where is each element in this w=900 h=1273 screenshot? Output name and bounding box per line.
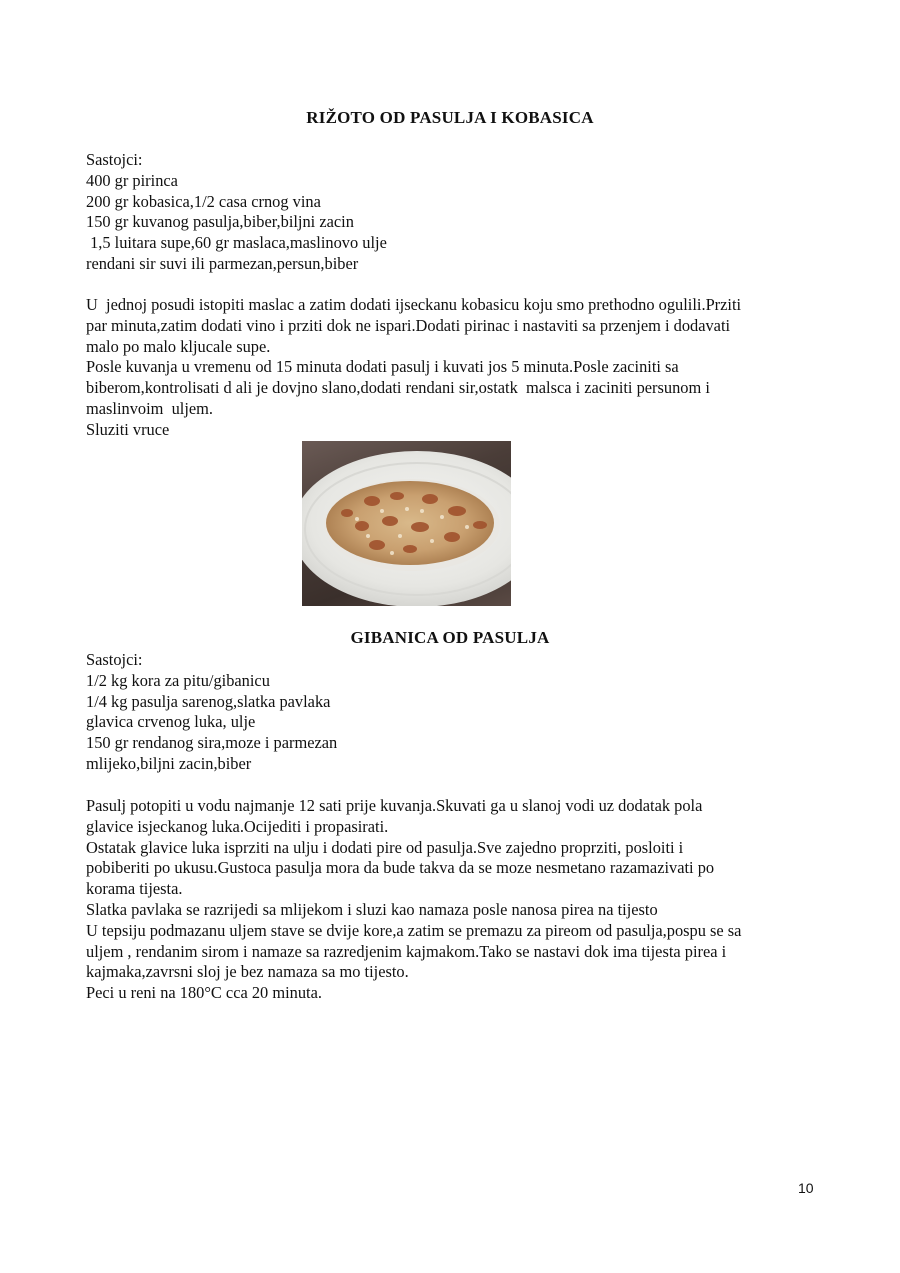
preparation-text-risotto <box>86 295 826 441</box>
ingredient-line: 150 gr rendanog sira,moze i parmezan <box>86 733 338 753</box>
ingredient-line: mlijeko,biljni zacin,biber <box>86 753 252 773</box>
ingredient-line: 150 gr kuvanog pasulja,biber,biljni zacin <box>86 212 354 232</box>
ingredient-line: 400 gr pirinca <box>86 170 178 190</box>
preparation-line: U tepsiju podmazanu uljem stave se dvije kore,a zatim se premazu za pireom od pasulja,pospu se sa <box>86 920 742 940</box>
ingredient-line: rendani sir suvi ili parmezan,persun,biber <box>86 253 359 273</box>
ingredient-line: 200 gr kobasica,1/2 casa crnog vina <box>86 191 321 211</box>
preparation-line: U jednoj posudi istopiti maslac a zatim dodati ijseckanu kobasicu koju smo prethodno ogulili.Prziti <box>86 295 742 314</box>
ingredient-line: glavica crvenog luka, ulje <box>86 712 256 732</box>
preparation-line: korama tijesta. <box>86 879 183 899</box>
recipe-title-gibanica: GIBANICA OD PASULJA <box>350 628 550 647</box>
recipe-title-risotto: RIŽOTO OD PASULJA I KOBASICA <box>306 108 594 127</box>
ingredient-line: 1,5 luitara supe,60 gr maslaca,maslinovo ulje <box>86 233 387 253</box>
preparation-line: maslinvoim uljem. <box>86 398 214 418</box>
ingredient-line: Sastojci: <box>86 650 143 669</box>
preparation-line: Slatka pavlaka se razrijedi sa mlijekom i sluzi kao namaza posle nanosa pirea na tijesto <box>86 899 658 919</box>
preparation-line: malo po malo kljucale supe. <box>86 336 271 356</box>
preparation-line: biberom,kontrolisati d ali je dovjno slano,dodati rendani sir,ostatk malsca i zaciniti persunom i <box>86 378 710 398</box>
page-number: 10 <box>798 1180 814 1196</box>
risotto-photo <box>302 441 511 606</box>
ingredient-line: 1/4 kg pasulja sarenog,slatka pavlaka <box>86 691 331 711</box>
ingredients-list-risotto <box>86 150 826 275</box>
preparation-line: uljem , rendanim sirom i namaze sa razredjenim kajmakom.Tako se nastavi dok ima tijesta pirea i <box>86 941 727 961</box>
ingredient-line: Sastojci: <box>86 150 143 169</box>
preparation-line: kajmaka,zavrsni sloj je bez namaza sa mo tijesto. <box>86 962 409 982</box>
preparation-line: Pasulj potopiti u vodu najmanje 12 sati prije kuvanja.Skuvati ga u slanoj vodi uz dodatak pola <box>86 796 703 815</box>
preparation-line: glavice isjeckanog luka.Ocijediti i propasirati. <box>86 816 389 836</box>
ingredients-list-gibanica <box>86 650 826 775</box>
preparation-line: par minuta,zatim dodati vino i prziti dok ne ispari.Dodati pirinac i nastaviti sa przenjem i dodavati <box>86 315 731 335</box>
preparation-line: Peci u reni na 180°C cca 20 minuta. <box>86 983 322 1003</box>
preparation-line: pobiberiti po ukusu.Gustoca pasulja mora da bude takva da se moze nesmetano razamazivati po <box>86 858 715 878</box>
preparation-line: Sluziti vruce <box>86 419 170 439</box>
preparation-line: Posle kuvanja u vremenu od 15 minuta dodati pasulj i kuvati jos 5 minuta.Posle zaciniti sa <box>86 357 679 377</box>
ingredient-line: 1/2 kg kora za pitu/gibanicu <box>86 670 270 690</box>
preparation-text-gibanica <box>86 796 826 1004</box>
preparation-line: Ostatak glavice luka isprziti na ulju i dodati pire od pasulja.Sve zajedno proprziti, posloiti i <box>86 837 684 857</box>
